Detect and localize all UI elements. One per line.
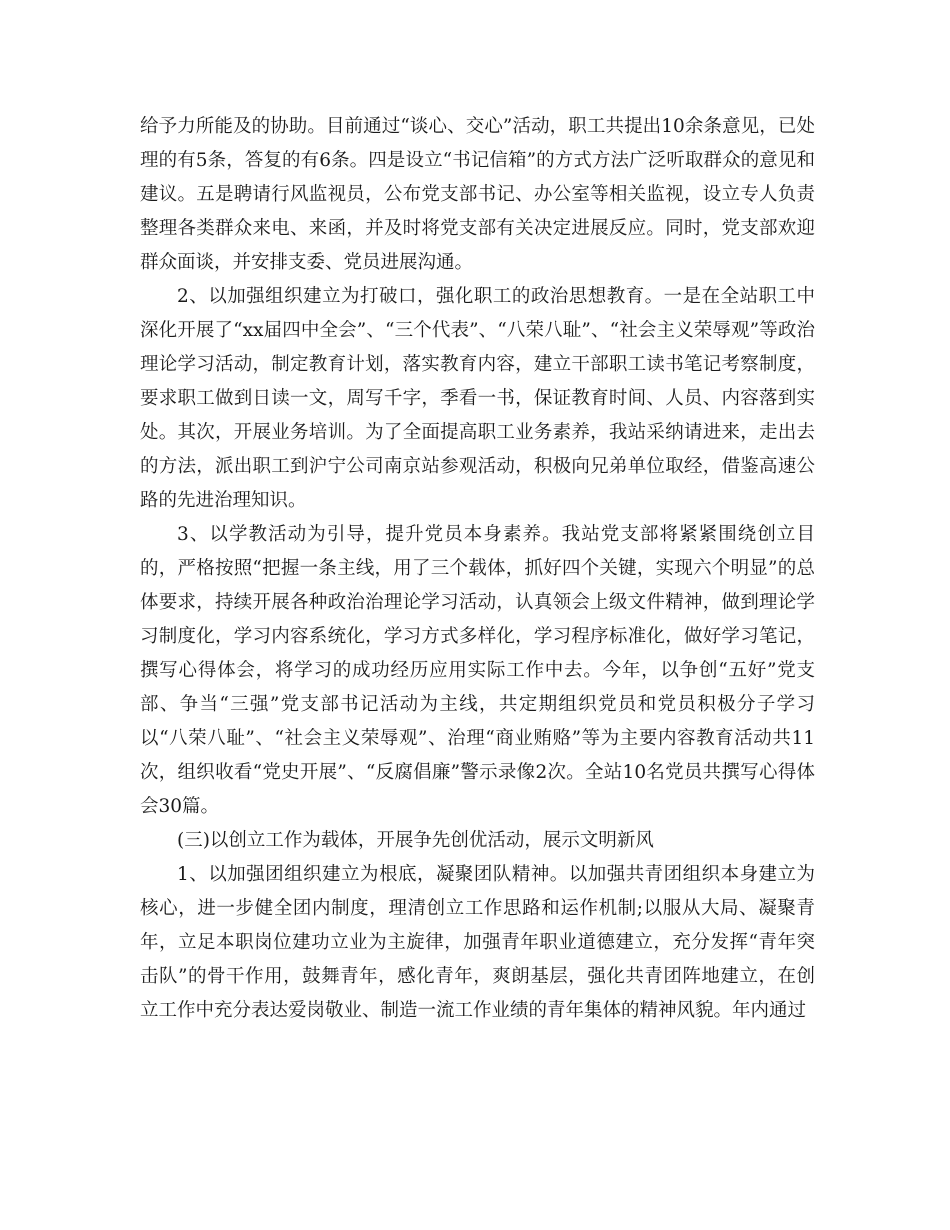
paragraph-organization-building: 2、以加强组织建立为打破口，强化职工的政治思想教育。一是在全站职工中深化开展了“xx届四中全会”、“三个代表”、“八荣八耻”、“社会主义荣辱观”等政治理论学习活动，制定教育计划，落实教育内容，建立干部职工读书笔记考察制度，要求职工做到日读一文，周写千字，季看一书，保证教育时间、人员、内容落到实处。其次，开展业务培训。为了全面提高职工业务素养，我站采纳请进来，走出去的方法，派出职工到沪宁公司南京站参观活动，积极向兄弟单位取经，借鉴高速公路的先进治理知识。 bbox=[140, 286, 815, 511]
section-heading: (三)以创立工作为载体，开展争先创优活动，展示文明新风 bbox=[177, 830, 654, 851]
document-body bbox=[140, 110, 815, 1028]
paragraph-continuation: 给予力所能及的协助。目前通过“谈心、交心”活动，职工共提出10余条意见，已处理的有5条，答复的有6条。四是设立“书记信箱”的方式方法广泛听取群众的意见和建议。五是聘请行风监视员，公布党支部书记、办公室等相关监视，设立专人负责整理各类群众来电、来函，并及时将党支部有关决定进展反应。同时，党支部欢迎群众面谈，并安排支委、党员进展沟通。 bbox=[140, 116, 815, 273]
paragraph-party-education: 3、以学教活动为引导，提升党员本身素养。我站党支部将紧紧围绕创立目的，严格按照“把握一条主线，用了三个载体，抓好四个关键，实现六个明显”的总体要求，持续开展各种政治治理论学习活动，认真领会上级文件精神，做到理论学习制度化，学习内容系统化，学习方式多样化，学习程序标准化，做好学习笔记，撰写心得体会，将学习的成功经历应用实际工作中去。今年，以争创“五好”党支部、争当“三强”党支部书记活动为主线，共定期组织党员和党员积极分子学习以“八荣八耻”、“社会主义荣辱观”、治理“商业贿赂”等为主要内容教育活动共11次，组织收看“党史开展”、“反腐倡廉”警示录像2次。全站10名党员共撰写心得体会30篇。 bbox=[140, 524, 815, 817]
paragraph-youth-league: 1、以加强团组织建立为根底，凝聚团队精神。以加强共青团组织本身建立为核心，进一步健全团内制度，理清创立工作思路和运作机制;以服从大局、凝聚青年，立足本职岗位建功立业为主旋律，加强青年职业道德建立，充分发挥“青年突击队”的骨干作用，鼓舞青年，感化青年，爽朗基层，强化共青团阵地建立，在创立工作中充分表达爱岗敬业、制造一流工作业绩的青年集体的精神风貌。年内通过 bbox=[140, 864, 815, 1021]
